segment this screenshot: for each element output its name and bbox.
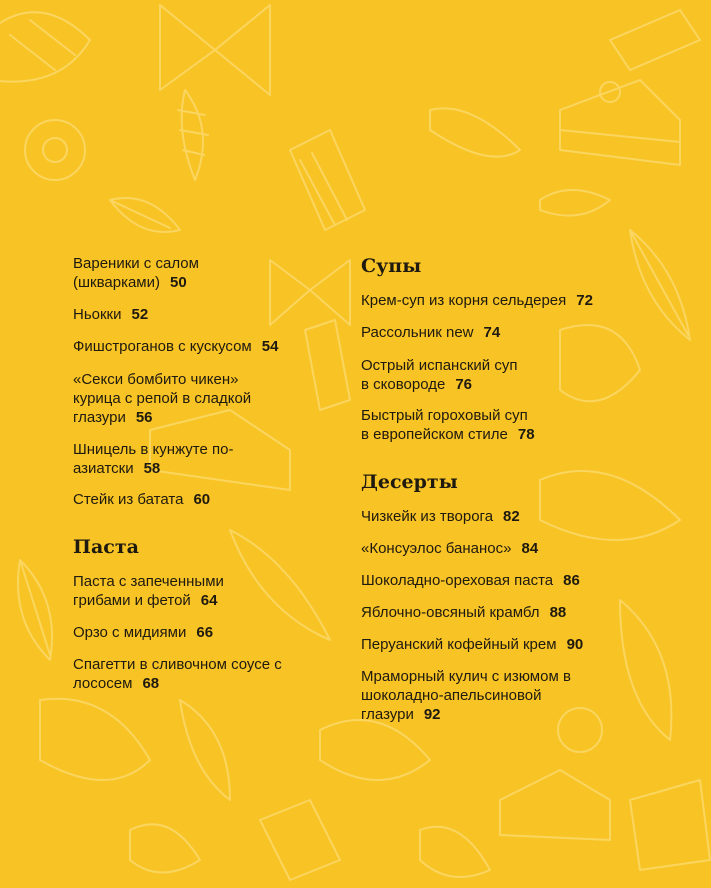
toc-entry[interactable]: [361, 635, 661, 654]
toc-entry-title: Стейк из батата: [73, 491, 184, 508]
toc-entry-title: «Секси бомбито чикен» курица с репой в сладкой глазури: [73, 371, 252, 426]
toc-entry[interactable]: [361, 603, 661, 622]
toc-entry[interactable]: [361, 539, 661, 558]
toc-entry-title: Фишстроганов с кускусом: [73, 338, 252, 355]
toc-entry-title: Шоколадно-ореховая паста: [361, 572, 554, 589]
toc-entry[interactable]: [73, 490, 333, 509]
toc-entry-title: Острый испанский суп в сковороде: [361, 357, 518, 393]
toc-entry-page: 74: [483, 324, 501, 341]
toc-entry-title: Ньокки: [73, 306, 122, 323]
toc-entry-page: 86: [563, 572, 580, 589]
section-title-pasta: Паста: [73, 536, 139, 558]
toc-entry-title: Яблочно-овсяный крамбл: [361, 604, 540, 621]
toc-entry-title: Рассольник new: [361, 324, 474, 341]
toc-entry-title: Вареники с салом (шкварками): [73, 255, 199, 291]
toc-entry[interactable]: [73, 254, 243, 292]
toc-entry-page: 52: [131, 306, 149, 323]
toc-entry-page: 90: [566, 636, 584, 653]
toc-entry[interactable]: [73, 655, 298, 693]
toc-entry[interactable]: [73, 337, 333, 356]
toc-entry[interactable]: [361, 356, 526, 394]
toc-entry-page: 56: [135, 409, 153, 426]
toc-entry[interactable]: [73, 370, 288, 427]
toc-entry-page: 54: [261, 338, 279, 355]
toc-entry-page: 60: [193, 491, 211, 508]
toc-entry[interactable]: [73, 305, 333, 324]
toc-entry-page: 72: [576, 292, 593, 309]
toc-entry-title: «Консуэлос бананос»: [361, 540, 512, 557]
toc-entry-title: Шницель в кунжуте по-азиатски: [73, 441, 234, 477]
toc-entry[interactable]: [73, 623, 333, 642]
toc-entry[interactable]: [361, 507, 661, 526]
toc-entry-page: 68: [142, 675, 160, 692]
toc-entry[interactable]: [361, 571, 661, 590]
toc-entry-page: 58: [143, 460, 161, 477]
toc-entry-title: Крем-суп из корня сельдерея: [361, 292, 567, 309]
toc-entry[interactable]: [361, 667, 586, 724]
toc-entry[interactable]: [361, 291, 661, 310]
toc-entry-page: 50: [170, 274, 187, 291]
toc-entry-title: Паста с запеченными грибами и фетой: [73, 573, 224, 609]
toc-entry-page: 64: [200, 592, 218, 609]
toc-entry[interactable]: [73, 572, 273, 610]
toc-entry[interactable]: [73, 440, 253, 478]
section-title-soups: Супы: [361, 255, 422, 277]
toc-entry-title: Спагетти в сливочном соусе с лососем: [73, 656, 282, 692]
toc-entry-title: Орзо с мидиями: [73, 624, 187, 641]
toc-entry[interactable]: [361, 406, 536, 444]
toc-entry-title: Быстрый гороховый суп в европейском стиле: [361, 407, 528, 443]
toc-entry-page: 92: [423, 706, 441, 723]
toc-entry-title: Мраморный кулич с изюмом в шоколадно-апельсиновой глазури: [361, 668, 571, 723]
toc-entry-title: Перуанский кофейный крем: [361, 636, 557, 653]
toc-entry-page: 84: [521, 540, 539, 557]
toc-entry-page: 66: [196, 624, 214, 641]
toc-entry-page: 88: [549, 604, 567, 621]
toc-entry-page: 76: [455, 376, 472, 393]
toc-entry-page: 78: [517, 426, 535, 443]
toc-entry[interactable]: [361, 323, 661, 342]
toc-entry-title: Чизкейк из творога: [361, 508, 494, 525]
section-title-desserts: Десерты: [361, 471, 458, 493]
toc-entry-page: 82: [503, 508, 520, 525]
